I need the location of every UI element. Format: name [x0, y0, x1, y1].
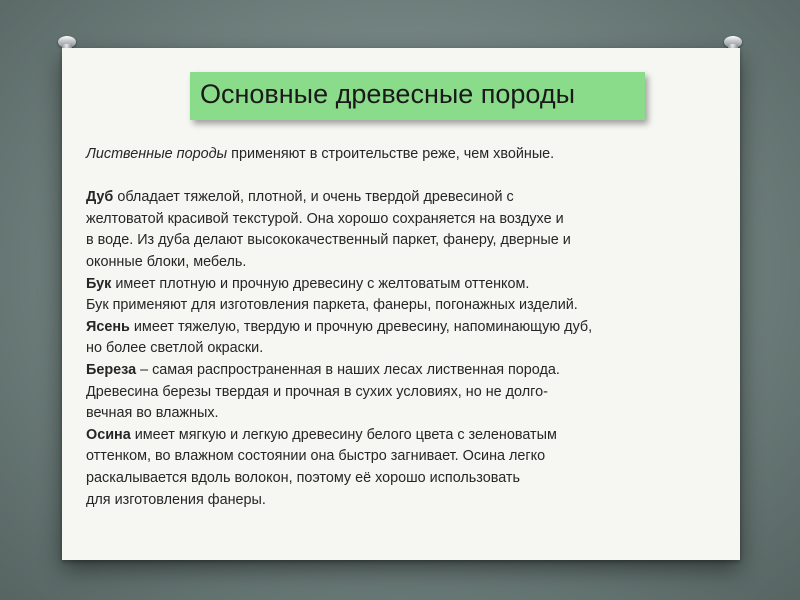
aspen-line: для изготовления фанеры. [86, 491, 266, 508]
oak-line: в воде. Из дуба делают высококачественный паркет, фанеру, дверные и [86, 232, 571, 249]
title-banner [190, 72, 645, 120]
slide-body [86, 144, 716, 511]
aspen-line: имеет мягкую и легкую древесину белого цвета с зеленоватым [130, 426, 557, 443]
birch-line: вечная во влажных. [86, 405, 219, 422]
oak-paragraph [86, 187, 716, 273]
intro-paragraph [86, 144, 716, 166]
birch-paragraph [86, 360, 716, 425]
ash-paragraph [86, 317, 716, 360]
oak-line: желтоватой красивой текстурой. Она хорошо сохраняется на воздухе и [86, 210, 564, 227]
aspen-paragraph [86, 425, 716, 511]
intro-text: применяют в строительстве реже, чем хвойные. [227, 146, 555, 162]
beech-line: имеет плотную и прочную древесину с желтоватым оттенком. [111, 275, 530, 292]
ash-line: имеет тяжелую, твердую и прочную древесину, напоминающую дуб, [129, 318, 593, 335]
ash-line: но более светлой окраски. [86, 340, 264, 357]
aspen-line: оттенком, во влажном состоянии она быстро загнивает. Осина легко [86, 448, 546, 465]
intro-italic: Лиственные породы [86, 146, 228, 162]
ash-name: Ясень [86, 318, 130, 335]
slide-title: Основные древесные породы [200, 79, 576, 109]
birch-name: Береза [86, 361, 137, 378]
oak-name: Дуб [86, 189, 114, 206]
beech-paragraph [86, 274, 716, 317]
beech-line: Бук применяют для изготовления паркета, фанеры, погонажных изделий. [86, 297, 578, 314]
oak-line: оконные блоки, мебель. [86, 253, 247, 270]
birch-line: Древесина березы твердая и прочная в сухих условиях, но не долго- [86, 383, 548, 400]
beech-name: Бук [86, 275, 112, 292]
oak-line: обладает тяжелой, плотной, и очень твердой древесиной с [113, 189, 514, 206]
aspen-line: раскалывается вдоль волокон, поэтому её хорошо использовать [86, 469, 520, 486]
birch-line: – самая распространенная в наших лесах лиственная порода. [136, 361, 560, 378]
aspen-name: Осина [86, 426, 131, 443]
spacer [86, 166, 716, 188]
